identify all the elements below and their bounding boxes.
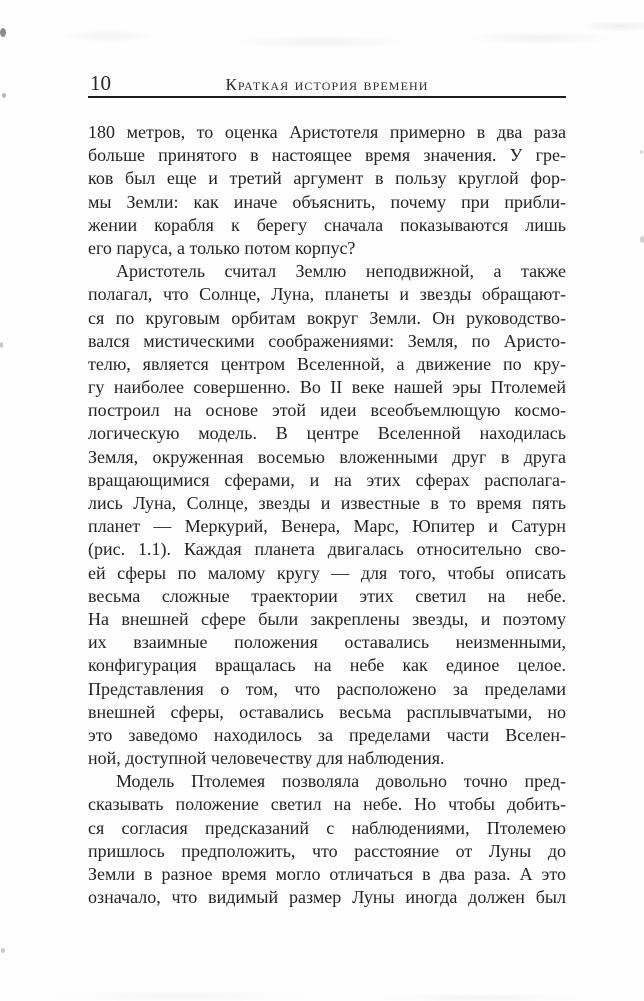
text-line: внешней сферы, оставались весьма расплывчатыми, но	[88, 701, 566, 722]
text-line: Аристотель считал Землю неподвижной, а также	[116, 261, 566, 282]
text-line: ной, доступной человечеству для наблюдения.	[88, 748, 445, 769]
scan-speck	[1, 948, 5, 953]
text-line: На внешней сфере были закреплены звезды, и поэтому	[88, 608, 566, 629]
text-line: сказывать положение светил на небе. Но чтобы добить-	[88, 794, 566, 815]
text-line: полагал, что Солнце, Луна, планеты и звезды обращают-	[88, 284, 566, 305]
paragraph	[88, 770, 566, 909]
page-header	[88, 70, 566, 95]
running-title: Краткая история времени	[225, 75, 429, 94]
text-line: лись Луна, Солнце, звезды и известные в то время пять	[88, 493, 566, 513]
text-line: ся по круговым орбитам вокруг Земли. Он руководство-	[88, 307, 566, 328]
text-line: их взаимные положения оставались неизменными,	[88, 632, 566, 653]
paragraph	[88, 260, 566, 770]
text-line: логическую модель. В центре Вселенной находилась	[88, 423, 566, 444]
text-line: вался мистическими соображениями: Земля, по Аристо-	[88, 330, 566, 351]
header-rule	[88, 96, 566, 98]
scan-speck	[0, 28, 6, 37]
page-number: 10	[90, 71, 111, 95]
text-line: это заведомо находилось за пределами части Вселен-	[88, 724, 566, 745]
text-line: весьма сложные траектории этих светил на небе.	[88, 585, 566, 606]
text-line: ей сферы по малому кругу — для того, чтобы описать	[88, 562, 566, 583]
text-line: Представления о том, что расположено за пределами	[88, 678, 566, 699]
text-line: жении корабля к берегу сначала показываются лишь	[88, 214, 566, 235]
text-line: телю, является центром Вселенной, а движение по кру-	[88, 353, 566, 374]
scan-speck	[640, 236, 644, 243]
text-line: планет — Меркурий, Венера, Марс, Юпитер и Сатурн	[88, 516, 566, 537]
text-line: ков был еще и третий аргумент в пользу круглой фор-	[88, 168, 566, 189]
paragraph	[88, 121, 566, 260]
scan-artifact-bottom	[0, 980, 644, 1001]
text-line: Земля, окруженная восемью вложенными друг в друга	[88, 446, 566, 467]
scan-speck	[0, 342, 3, 348]
text-line: Земли в разное время могло отличаться в два раза. А это	[88, 864, 566, 884]
body-text	[88, 121, 566, 909]
scan-speck	[2, 93, 6, 98]
text-line: вращающимися сферами, и на этих сферах располага-	[88, 469, 566, 490]
text-line: мы Земли: как иначе объяснить, почему при прибли-	[88, 191, 566, 212]
text-line: гу наиболее совершенно. Во II веке нашей эры Птолемей	[88, 377, 566, 398]
scan-artifact-top	[0, 12, 644, 60]
text-line: (рис. 1.1). Каждая планета двигалась относительно сво-	[88, 539, 566, 560]
scan-speck	[640, 150, 643, 154]
text-line: 180 метров, то оценка Аристотеля примерно в два раза	[88, 122, 566, 142]
text-line: его паруса, а только потом корпус?	[88, 237, 356, 258]
text-line: Модель Птолемея позволяла довольно точно пред-	[116, 771, 566, 792]
text-line: построил на основе этой идеи всеобъемлющую космо-	[88, 400, 566, 421]
text-line: пришлось предположить, что расстояние от Луны до	[88, 840, 566, 861]
text-line: означало, что видимый размер Луны иногда должен был	[88, 887, 566, 908]
text-line: конфигурация вращалась на небе как единое целое.	[88, 655, 566, 676]
text-line: больше принятого в настоящее время значения. У гре-	[88, 145, 566, 166]
text-line: ся согласия предсказаний с наблюдениями, Птолемею	[88, 817, 566, 838]
